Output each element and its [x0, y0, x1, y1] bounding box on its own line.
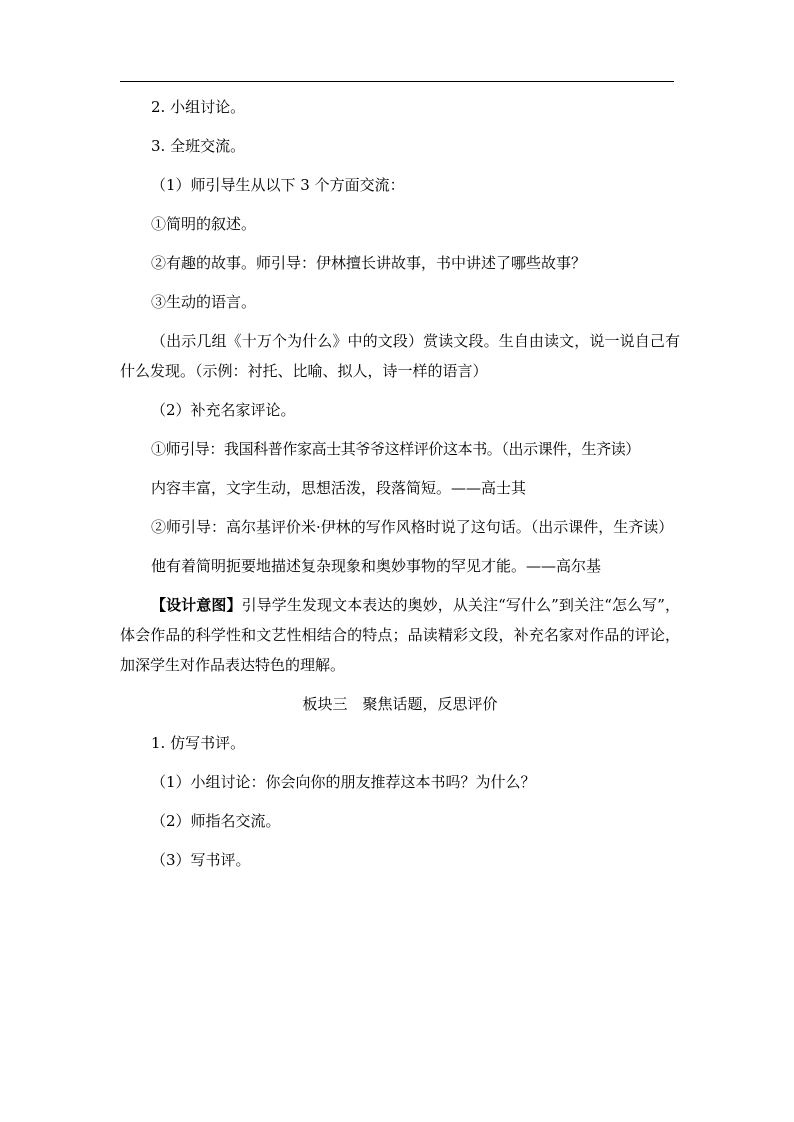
paragraph-step-3: 3. 全班交流。 [151, 137, 246, 155]
paragraph-expert-reviews: （2）补充名家评论。 [151, 401, 296, 419]
paragraph-aspect-1: ①简明的叙述。 [151, 215, 257, 233]
quote-gao-shiqi: 内容丰富，文字生动，思想活泼，段落简短。——高士其 [151, 479, 527, 497]
quote-gorky: 他有着简明扼要地描述复杂现象和奥妙事物的罕见才能。——高尔基 [151, 557, 602, 575]
design-intent-label: 【设计意图】 [151, 596, 242, 614]
paragraph-design-intent [120, 590, 680, 680]
design-intent-text: 引导学生发现文本表达的奥妙，从关注“写什么”到关注“怎么写”，体会作品的科学性和文艺性相结合的特点；品读精彩文段，补充名家对作品的评论，加深学生对作品表达特色的理解。 [120, 596, 680, 674]
paragraph-write-review: （3）写书评。 [151, 851, 251, 869]
document-body [120, 98, 680, 869]
paragraph-aspect-2: ②有趣的故事。师引导：伊林擅长讲故事，书中讲述了哪些故事？ [151, 254, 587, 272]
paragraph-named-exchange: （2）师指名交流。 [151, 812, 281, 830]
paragraph-guide-aspects: （1）师引导生从以下 3 个方面交流： [151, 176, 405, 194]
paragraph-aspect-3: ③生动的语言。 [151, 293, 257, 311]
paragraph-group-discussion: （1）小组讨论：你会向你的朋友推荐这本书吗？为什么？ [151, 773, 536, 791]
paragraph-step-2: 2. 小组讨论。 [151, 98, 246, 116]
section-title: 板块三 聚焦话题，反思评价 [302, 695, 498, 713]
header-rule [120, 81, 674, 82]
paragraph-review-gao-shiqi-intro: ①师引导：我国科普作家高士其爷爷这样评价这本书。（出示课件，生齐读） [151, 440, 640, 458]
paragraph-review-gorky-intro: ②师引导：高尔基评价米·伊林的写作风格时说了这句话。（出示课件，生齐读） [151, 518, 674, 536]
paragraph-imitate-review: 1. 仿写书评。 [151, 734, 246, 752]
paragraph-reading-excerpts: （出示几组《十万个为什么》中的文段）赏读文段。生自由读文，说一说自己有什么发现。（示例：衬托、比喻、拟人，诗一样的语言） [120, 332, 680, 380]
